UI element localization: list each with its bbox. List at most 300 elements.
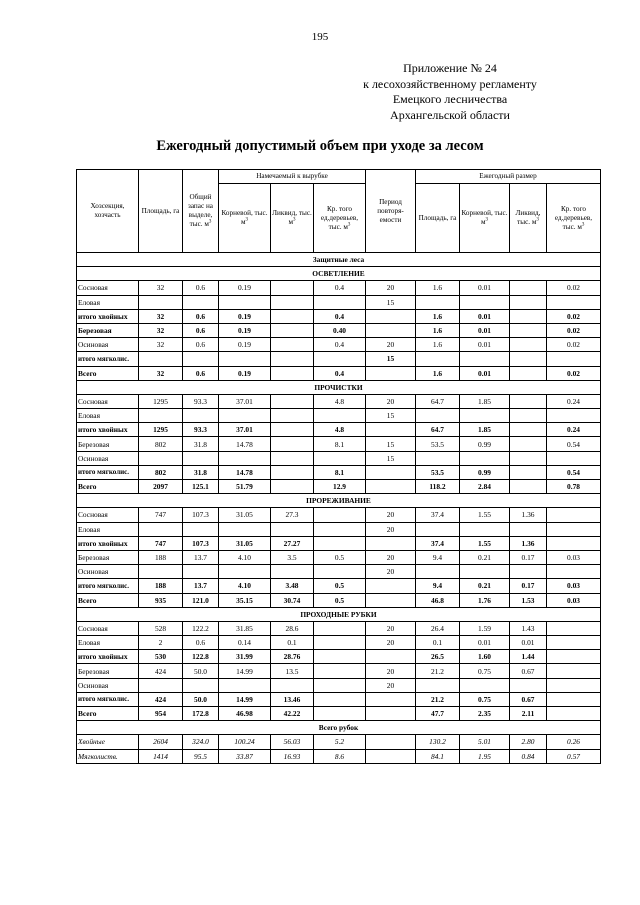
table-cell (314, 636, 366, 650)
table-cell: 20 (366, 508, 416, 522)
table-cell: 0.03 (547, 593, 601, 607)
row-label-cell: Всего (77, 593, 139, 607)
table-cell: 16.93 (271, 749, 314, 763)
table-cell: 0.6 (183, 338, 219, 352)
table-cell (271, 309, 314, 323)
table-cell: 32 (139, 338, 183, 352)
table-cell (183, 409, 219, 423)
table-cell: 0.03 (547, 579, 601, 593)
table-row (77, 409, 601, 423)
table-cell: 20 (366, 664, 416, 678)
table-cell: 802 (139, 465, 183, 479)
table-cell: 0.54 (547, 437, 601, 451)
table-cell (314, 664, 366, 678)
table-cell (416, 451, 460, 465)
table-cell: 121.0 (183, 593, 219, 607)
row-label-cell: Березовая (77, 323, 139, 337)
table-cell: 424 (139, 664, 183, 678)
table-cell: 0.02 (547, 323, 601, 337)
table-cell: 15 (366, 295, 416, 309)
table-cell: 37.4 (416, 508, 460, 522)
table-cell (271, 522, 314, 536)
table-cell: 15 (366, 352, 416, 366)
header-annual-area: Площадь, га (416, 184, 460, 253)
row-label-cell: Хвойные (77, 735, 139, 749)
header-total-stock: Общий запас на выделе, тыс. $м^3$ (183, 170, 219, 253)
table-cell: 0.01 (460, 366, 510, 380)
table-cell (510, 366, 547, 380)
appendix-block (330, 61, 570, 123)
table-cell: 4.8 (314, 394, 366, 408)
table-cell: 21.2 (416, 692, 460, 706)
table-cell: 1.76 (460, 593, 510, 607)
table-cell (460, 522, 510, 536)
table-cell: 0.02 (547, 366, 601, 380)
table-cell: 0.5 (314, 579, 366, 593)
table-row (77, 451, 601, 465)
table-cell (314, 678, 366, 692)
table-cell: 0.01 (510, 636, 547, 650)
table-cell: 20 (366, 394, 416, 408)
table-row (77, 579, 601, 593)
table-cell (271, 295, 314, 309)
row-label-cell: Всего (77, 366, 139, 380)
section-label: Защитные леса (77, 253, 601, 267)
table-cell (547, 650, 601, 664)
table-cell (139, 451, 183, 465)
table-cell: 802 (139, 437, 183, 451)
table-cell: 20 (366, 636, 416, 650)
table-cell: 14.78 (219, 465, 271, 479)
table-cell (366, 579, 416, 593)
row-label-cell: Еловая (77, 409, 139, 423)
table-row (77, 636, 601, 650)
table-cell: 14.99 (219, 692, 271, 706)
table-cell (314, 565, 366, 579)
table-cell (547, 508, 601, 522)
table-cell: 2.35 (460, 707, 510, 721)
table-cell: 0.5 (314, 593, 366, 607)
table-cell: 0.24 (547, 423, 601, 437)
table-cell: 13.46 (271, 692, 314, 706)
table-cell: 0.40 (314, 323, 366, 337)
table-cell: 1.85 (460, 394, 510, 408)
row-label-cell: итого хвойных (77, 536, 139, 550)
section-header-row (77, 494, 601, 508)
table-cell: 8.6 (314, 749, 366, 763)
header-species: Хозсекция, хозчасть (77, 170, 139, 253)
table-cell: 21.2 (416, 664, 460, 678)
table-cell (416, 522, 460, 536)
table-cell: 84.1 (416, 749, 460, 763)
table-cell (366, 423, 416, 437)
row-label-cell: Мягколиств. (77, 749, 139, 763)
table-cell: 0.6 (183, 323, 219, 337)
row-label-cell: итого мягколис. (77, 465, 139, 479)
table-cell (271, 437, 314, 451)
table-cell (547, 664, 601, 678)
table-cell: 35.15 (219, 593, 271, 607)
header-annual-group: Ежегодный размер (416, 170, 601, 184)
row-label-cell: итого хвойных (77, 309, 139, 323)
table-cell (510, 281, 547, 295)
table-cell: 0.21 (460, 579, 510, 593)
table-cell: 2.80 (510, 735, 547, 749)
row-label-cell: Еловая (77, 522, 139, 536)
table-cell: 93.3 (183, 423, 219, 437)
table-header (77, 170, 601, 253)
table-cell: 5.01 (460, 735, 510, 749)
table-cell: 0.01 (460, 281, 510, 295)
table-cell: 1.53 (510, 593, 547, 607)
table-cell: 31.05 (219, 536, 271, 550)
table-cell (271, 678, 314, 692)
table-cell (271, 366, 314, 380)
table-cell (271, 480, 314, 494)
table-cell (460, 678, 510, 692)
table-cell (314, 409, 366, 423)
table-cell (271, 409, 314, 423)
table-cell: 0.01 (460, 636, 510, 650)
row-label-cell: итого хвойных (77, 423, 139, 437)
header-area: Площадь, га (139, 170, 183, 253)
table-cell: 1295 (139, 394, 183, 408)
table-cell: 935 (139, 593, 183, 607)
table-cell: 1.6 (416, 338, 460, 352)
table-row (77, 366, 601, 380)
table-cell: 0.19 (219, 366, 271, 380)
table-cell: 324.0 (183, 735, 219, 749)
table-cell (314, 522, 366, 536)
table-cell: 95.5 (183, 749, 219, 763)
table-cell: 0.01 (460, 309, 510, 323)
table-cell: 0.1 (271, 636, 314, 650)
table-row (77, 664, 601, 678)
header-planned-root: Корневой, тыс. $м^3$ (219, 184, 271, 253)
table-cell (183, 295, 219, 309)
table-cell: 0.19 (219, 281, 271, 295)
table-cell: 1.6 (416, 309, 460, 323)
row-label-cell: Сосновая (77, 508, 139, 522)
table-cell (547, 522, 601, 536)
table-cell (547, 352, 601, 366)
table-row (77, 621, 601, 635)
table-cell (314, 536, 366, 550)
table-cell: 0.26 (547, 735, 601, 749)
table-cell: 0.4 (314, 338, 366, 352)
table-cell (547, 636, 601, 650)
table-cell: 50.0 (183, 664, 219, 678)
table-cell: 20 (366, 678, 416, 692)
table-cell: 0.19 (219, 309, 271, 323)
appendix-line: Приложение № 24 (403, 61, 497, 75)
table-cell (366, 749, 416, 763)
table-cell: 1.55 (460, 536, 510, 550)
table-cell: 0.75 (460, 692, 510, 706)
table-cell: 14.78 (219, 437, 271, 451)
table-cell: 2.84 (460, 480, 510, 494)
table-cell: 188 (139, 550, 183, 564)
table-cell (314, 650, 366, 664)
table-cell: 53.5 (416, 437, 460, 451)
table-cell: 130.2 (416, 735, 460, 749)
table-cell (460, 352, 510, 366)
table-cell: 122.8 (183, 650, 219, 664)
table-cell (139, 409, 183, 423)
table-cell: 1.55 (460, 508, 510, 522)
table-body (77, 253, 601, 764)
table-cell: 0.57 (547, 749, 601, 763)
table-cell: 0.67 (510, 692, 547, 706)
table-cell (510, 522, 547, 536)
table-cell (460, 295, 510, 309)
table-cell: 30.74 (271, 593, 314, 607)
table-cell: 172.8 (183, 707, 219, 721)
row-label-cell: Березовая (77, 550, 139, 564)
table-cell: 15 (366, 409, 416, 423)
section-header-row (77, 380, 601, 394)
table-cell: 107.3 (183, 536, 219, 550)
table-cell: 0.01 (460, 323, 510, 337)
row-label-cell: Осиновая (77, 678, 139, 692)
section-label: ОСВЕТЛЕНИЕ (77, 267, 601, 281)
table-row (77, 692, 601, 706)
table-cell: 20 (366, 621, 416, 635)
table-cell: 20 (366, 522, 416, 536)
table-cell: 0.99 (460, 437, 510, 451)
row-label-cell: итого мягколис. (77, 579, 139, 593)
table-cell (271, 565, 314, 579)
table-cell: 33.87 (219, 749, 271, 763)
table-cell (139, 352, 183, 366)
table-cell: 13.5 (271, 664, 314, 678)
table-cell (271, 281, 314, 295)
table-cell: 0.03 (547, 550, 601, 564)
table-cell: 0.78 (547, 480, 601, 494)
row-label-cell: Осиновая (77, 451, 139, 465)
table-cell (366, 465, 416, 479)
table-cell: 53.5 (416, 465, 460, 479)
table-cell: 31.8 (183, 465, 219, 479)
table-cell: 15 (366, 437, 416, 451)
table-cell: 3.48 (271, 579, 314, 593)
table-cell: 0.17 (510, 579, 547, 593)
section-header-row (77, 267, 601, 281)
table-cell: 64.7 (416, 423, 460, 437)
table-cell (314, 707, 366, 721)
table-cell: 0.4 (314, 281, 366, 295)
table-cell: 37.4 (416, 536, 460, 550)
table-row (77, 281, 601, 295)
table-cell: 50.0 (183, 692, 219, 706)
table-cell: 0.01 (460, 338, 510, 352)
table-cell (510, 451, 547, 465)
table-cell (547, 295, 601, 309)
table-cell: 2604 (139, 735, 183, 749)
table-cell: 0.02 (547, 309, 601, 323)
table-cell (510, 465, 547, 479)
table-cell: 4.8 (314, 423, 366, 437)
table-cell: 31.99 (219, 650, 271, 664)
table-cell: 51.79 (219, 480, 271, 494)
table-cell (416, 565, 460, 579)
table-cell: 2.11 (510, 707, 547, 721)
table-cell: 1414 (139, 749, 183, 763)
table-cell: 8.1 (314, 465, 366, 479)
table-row (77, 550, 601, 564)
row-label-cell: Березовая (77, 437, 139, 451)
table-cell: 530 (139, 650, 183, 664)
table-cell: 4.10 (219, 550, 271, 564)
table-cell: 0.6 (183, 636, 219, 650)
table-cell (366, 593, 416, 607)
table-cell: 0.1 (416, 636, 460, 650)
table-cell (547, 707, 601, 721)
table-row (77, 650, 601, 664)
table-cell: 13.7 (183, 550, 219, 564)
table-cell: 20 (366, 281, 416, 295)
section-header-row (77, 721, 601, 735)
table-cell (219, 565, 271, 579)
table-cell: 1.6 (416, 366, 460, 380)
table-cell (219, 409, 271, 423)
table-cell: 4.10 (219, 579, 271, 593)
table-cell (547, 565, 601, 579)
table-cell (271, 465, 314, 479)
table-cell (139, 678, 183, 692)
table-cell: 1.36 (510, 508, 547, 522)
table-cell (460, 565, 510, 579)
table-cell (183, 451, 219, 465)
row-label-cell: Сосновая (77, 281, 139, 295)
table-cell (139, 565, 183, 579)
table-cell: 0.54 (547, 465, 601, 479)
table-cell: 12.9 (314, 480, 366, 494)
table-row (77, 394, 601, 408)
table-cell: 1.95 (460, 749, 510, 763)
section-label: ПРОЧИСТКИ (77, 380, 601, 394)
table-cell (416, 409, 460, 423)
row-label-cell: Всего (77, 480, 139, 494)
table-cell (314, 508, 366, 522)
table-cell: 15 (366, 451, 416, 465)
section-label: ПРОРЕЖИВАНИЕ (77, 494, 601, 508)
table-cell: 0.02 (547, 338, 601, 352)
table-cell: 56.03 (271, 735, 314, 749)
table-row (77, 593, 601, 607)
row-label-cell: Осиновая (77, 565, 139, 579)
table-cell: 8.1 (314, 437, 366, 451)
table-cell (510, 565, 547, 579)
row-label-cell: итого хвойных (77, 650, 139, 664)
table-cell (219, 522, 271, 536)
table-cell (547, 621, 601, 635)
table-cell: 27.27 (271, 536, 314, 550)
table-cell: 9.4 (416, 550, 460, 564)
table-row (77, 508, 601, 522)
table-cell: 32 (139, 323, 183, 337)
header-planned-kr: Кр. того ед.деревьев, тыс. $м^3$ (314, 184, 366, 253)
table-cell: 0.21 (460, 550, 510, 564)
table-cell: 0.6 (183, 309, 219, 323)
table-cell (547, 451, 601, 465)
section-label: Всего рубок (77, 721, 601, 735)
document-title: Ежегодный допустимый объем при уходе за лесом (156, 138, 484, 154)
table-cell: 28.6 (271, 621, 314, 635)
table-cell (139, 295, 183, 309)
table-row (77, 423, 601, 437)
table-cell (219, 678, 271, 692)
table-cell: 1.59 (460, 621, 510, 635)
table-cell (271, 352, 314, 366)
header-annual-liquid: Ликвид, тыс. $м^3$ (510, 184, 547, 253)
table-cell: 0.19 (219, 338, 271, 352)
table-cell: 0.84 (510, 749, 547, 763)
row-label-cell: Сосновая (77, 394, 139, 408)
table-cell: 188 (139, 579, 183, 593)
table-cell: 1.6 (416, 281, 460, 295)
table-cell (139, 522, 183, 536)
table-cell: 14.99 (219, 664, 271, 678)
table-cell: 747 (139, 508, 183, 522)
table-cell (366, 692, 416, 706)
table-cell: 100.24 (219, 735, 271, 749)
table-cell (271, 338, 314, 352)
table-cell: 31.85 (219, 621, 271, 635)
table-cell: 0.99 (460, 465, 510, 479)
table-cell (314, 692, 366, 706)
header-planned-liquid: Ликвид, тыс. $м^3$ (271, 184, 314, 253)
table-cell (219, 295, 271, 309)
table-row (77, 338, 601, 352)
table-cell: 32 (139, 281, 183, 295)
table-cell (366, 735, 416, 749)
table-row (77, 522, 601, 536)
appendix-line: Емецкого лесничества (392, 92, 508, 106)
header-annual-root: Корневой, тыс. $м^3$ (460, 184, 510, 253)
table-cell: 125.1 (183, 480, 219, 494)
table-cell (510, 323, 547, 337)
table-cell (219, 352, 271, 366)
section-label: ПРОХОДНЫЕ РУБКИ (77, 607, 601, 621)
table-cell: 26.5 (416, 650, 460, 664)
table-cell (510, 394, 547, 408)
section-header-row (77, 253, 601, 267)
table-cell (366, 366, 416, 380)
table-cell (183, 522, 219, 536)
table-cell: 13.7 (183, 579, 219, 593)
table-cell: 118.2 (416, 480, 460, 494)
table-cell (416, 678, 460, 692)
table-cell (314, 451, 366, 465)
table-cell: 9.4 (416, 579, 460, 593)
table-cell (510, 480, 547, 494)
table-cell (510, 352, 547, 366)
row-label-cell: итого мягколис. (77, 352, 139, 366)
table-cell (366, 707, 416, 721)
table-row (77, 323, 601, 337)
table-cell (183, 352, 219, 366)
table-cell: 747 (139, 536, 183, 550)
table-cell (314, 295, 366, 309)
table-cell (510, 309, 547, 323)
table-cell: 47.7 (416, 707, 460, 721)
table-cell (271, 423, 314, 437)
table-cell: 46.98 (219, 707, 271, 721)
table-cell (510, 437, 547, 451)
table-row (77, 437, 601, 451)
table-cell (547, 409, 601, 423)
